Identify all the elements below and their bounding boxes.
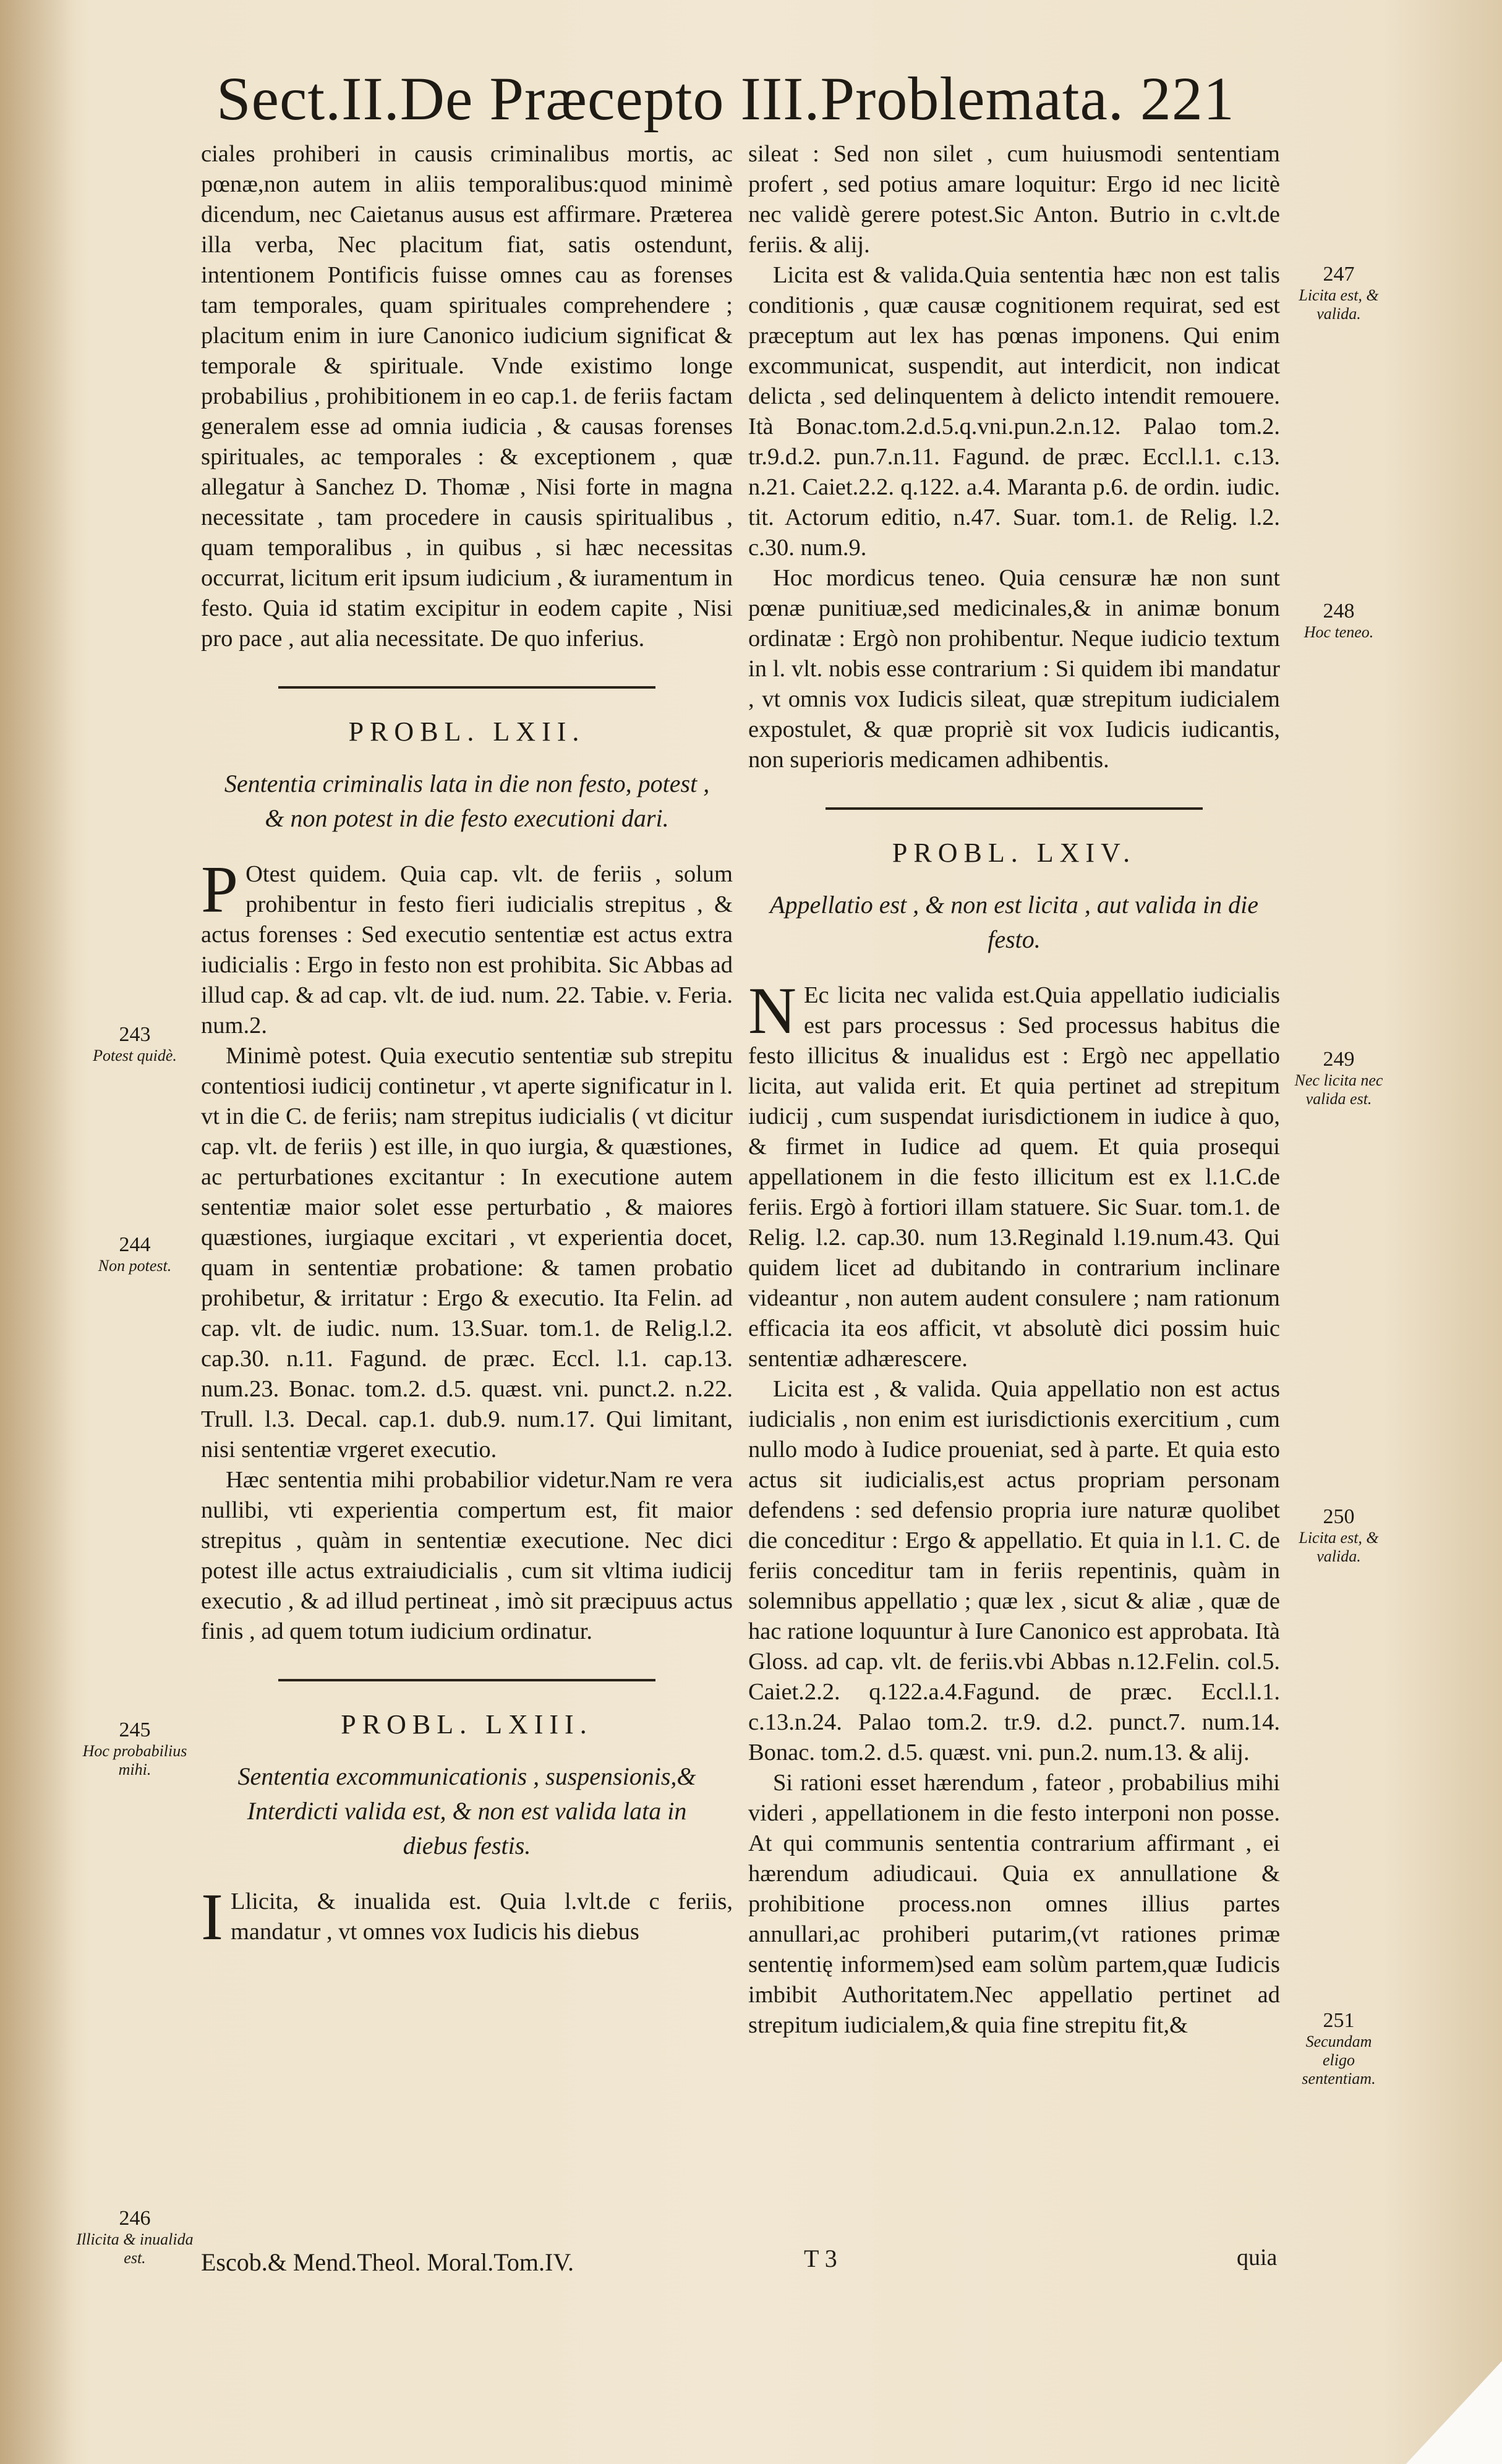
drop-cap: P [201, 853, 239, 927]
margin-number: 245 [119, 1718, 151, 1741]
section-rule [278, 1679, 655, 1681]
margin-gloss: Non potest. [98, 1257, 172, 1275]
paragraph-246 [201, 1880, 733, 1954]
left-column [201, 139, 733, 1954]
margin-number: 244 [119, 1233, 151, 1256]
margin-note-248 [1292, 600, 1385, 642]
header-title: Sect.II.De Præcepto III.Problemata. [216, 64, 1124, 133]
right-paragraph-continuation: sileat : Sed non silet , cum huiusmodi sententiam profert , sed potius amare loquitur: Ergo id nec licitè nec validè gerere potest.Sic Anton. Butrio in c.vlt.de feriis. & alij. [748, 141, 1280, 258]
paragraph-246-text: Llicita, & inualida est. Quia l.vlt.de c feriis, mandatur , vt omnes vox Iudicis his diebus [230, 1888, 733, 1945]
margin-gloss: Licita est, & valida. [1299, 1529, 1379, 1565]
left-paragraph-continuation: ciales prohiberi in causis criminalibus mortis, ac pœnæ,non autem in aliis temporalibus:quod minimè dicendum, nec Caietanus ausus est affirmare. Præterea illa verba, Nec placitum fiat, satis ostendunt, intentionem Pontificis fuisse omnes cau as forenses tam temporales, quam spirituales comprehendere ; placitum enim in iure Canonico iudicium significat & temporale & spirituale. Vnde existimo longe probabilius , prohibitionem in eo cap.1. de feriis factam generalem esse ad omnia iudicia , & causas forenses spirituales, ac temporales : & exceptionem , quæ allegatur à Sanchez D. Thomæ , Nisi forte in magna necessitate , tam procedere in causis spiritualibus , quam temporalibus , in quibus , si hæc necessitas occurrat, licitum erit ipsum iudicium , & iuramentum in festo. Quia id statim excipitur in eodem capite , Nisi pro pace , aut alia necessitate. De quo inferius. [201, 141, 733, 652]
page-edge-shadow [0, 0, 74, 2464]
right-column [748, 139, 1280, 2041]
margin-gloss: Nec licita nec valida est. [1294, 1071, 1383, 1108]
torn-corner [1354, 2343, 1502, 2464]
running-header [216, 59, 1268, 139]
paragraph-249 [748, 974, 1280, 1374]
margin-note-243 [73, 1023, 197, 1065]
paragraph-247: Licita est & valida.Quia sententia hæc non est talis conditionis , quæ causæ cognitionem requirat, sed est præceptum aut lex has pœnas imponens. Qui enim excommunicat, suspendit, aut interdicit, non indicat delicta , sed delinquentem à delicto intendit remouere. Ità Bonac.tom.2.d.5.q.vni.pun.2.n.12. Palao tom.2. tr.9.d.2. pun.7.n.11. Fagund. de præc. Eccl.l.1. c.13. n.21. Caiet.2.2. q.122. a.4. Maranta p.6. de ordin. iudic. tit. Actorum editio, n.47. Suar. tom.1. de Relig. l.2. c.30. num.9. [748, 262, 1280, 561]
problem-64-subtitle: Appellatio est , & non est licita , aut valida in die festo. [770, 891, 1258, 953]
margin-note-246 [73, 2207, 197, 2267]
margin-number: 251 [1323, 2009, 1355, 2032]
margin-gloss: Potest quidè. [93, 1047, 177, 1064]
section-rule [826, 807, 1203, 810]
paragraph-244: Minimè potest. Quia executio sententiæ sub strepitu contentiosi iudicij continetur , vt aperte significatur in l. vt in die C. de feriis; nam strepitus iudicialis ( vt dicitur cap. vlt. de feriis ) est ille, in quo iurgia, & quæstiones, ac perturbationes excitantur : In executione autem sententiæ maior solet esse perturbatio , & maiores quæstiones, iurgiaque excitari , vt experientia docet, quam in sententiæ probatione: & tamen probatio prohibetur, & irritatur : Ergo & executio. Ita Felin. ad cap. vlt. de iudic. num. 13.Suar. tom.1. de Relig.l.2. cap.30. n.11. Fagund. de præc. Eccl. l.1. cap.13. num.23. Bonac. tom.2. d.5. quæst. vni. punct.2. n.22. Trull. l.3. Decal. cap.1. dub.9. num.17. Qui limitant, nisi sententiæ vrgeret executio. [201, 1043, 733, 1463]
margin-note-249 [1292, 1048, 1385, 1108]
margin-number: 250 [1323, 1505, 1355, 1528]
paragraph-250: Licita est , & valida. Quia appellatio non est actus iudicialis , non enim est iurisdictionis exercitium , cum nullo modo à Iudice proueniat, sed à parte. Et quia esto actus sit iudicialis,est actus propriam personam defendens : sed defensio propria iure naturæ quolibet die conceditur : Ergo & appellatio. Et quia in l.1. C. de feriis conceditur tam in feriis repentinis, quàm in solemnibus appellatio ; quæ lex , sicut & aliæ , quæ de hac ratione loquuntur à Iure Canonico est approbata. Ità Gloss. ad cap. vlt. de feriis.vbi Abbas n.12.Felin. col.5. Caiet.2.2. q.122.a.4.Fagund. de præc. Eccl.l.1. c.13.n.24. Palao tom.2. tr.9. d.2. punct.7. num.14. Bonac. tom.2. d.5. quæst. vni. pun.2. num.13. & alij. [748, 1376, 1280, 1765]
footer-reference: Escob.& Mend.Theol. Moral.Tom.IV. [201, 2248, 574, 2276]
signature-mark: T 3 [804, 2245, 837, 2272]
margin-gloss: Illicita & inualida est. [76, 2230, 194, 2267]
page-number: 221 [1140, 64, 1235, 133]
problem-62-subtitle: Sententia criminalis lata in die non festo, potest , & non potest in die festo executioni dari. [224, 770, 710, 832]
margin-note-244 [73, 1233, 197, 1275]
drop-cap: I [201, 1880, 223, 1954]
problem-63-subtitle: Sententia excommunicationis , suspensionis,& Interdicti valida est, & non est valida lata in diebus festis. [237, 1762, 696, 1859]
margin-gloss: Secundam eligo sententiam. [1302, 2033, 1376, 2088]
problem-63-title: PROBL. LXIII. [341, 1709, 593, 1740]
drop-cap: N [748, 974, 796, 1048]
paragraph-251: Si rationi esset hærendum , fateor , probabilius mihi videri , appellationem in die festo interponi non posse. At qui communis sententia contrarium affirmant , ei hærendum adiudicaui. Quia ex annullatione & prohibitione process.non omnes illius partes annullari,ac prohiberi putarim,(vt rationes primæ sententię informem)sed eam solùm partem,quæ Iudicis imbibit Authoritatem.Nec appellatio pertinet ad strepitum iudicialem,& quia fine strepitu fit,& [748, 1770, 1280, 2038]
margin-note-245 [73, 1718, 197, 1779]
margin-number: 246 [119, 2207, 151, 2230]
problem-64-title: PROBL. LXIV. [892, 838, 1137, 868]
margin-gloss: Hoc teneo. [1304, 623, 1374, 641]
paragraph-243 [201, 853, 733, 1041]
paragraph-249-text: Ec licita nec valida est.Quia appellatio iudicialis est pars processus : Sed processus habitus die festo illicitus & inualidus est : Ergò nec appellatio licita, aut valida erit. Et quia pertinet ad strepitum iudicij , cum suspendat iurisdictionem in iudice à quo, & firmet in Iudice ad quem. Et quia prosequi appellationem in die festo illicitum est ex l.1.C.de feriis. Ergò à fortiori illam statuere. Sic Suar. tom.1. de Relig. l.2. cap.30. num 13.Reginald l.19.num.43. Qui quidem licet ad dubitando in contrarium inclinare videantur , non autem audent consulere ; nam rationum efficacia ita eos afficit, vt absolutè dici possim huic sententiæ adhærescere. [748, 982, 1280, 1372]
margin-number: 248 [1323, 600, 1355, 622]
margin-gloss: Licita est, & valida. [1299, 286, 1379, 323]
margin-number: 243 [119, 1023, 151, 1046]
margin-note-251 [1292, 2009, 1385, 2088]
catchword: quia [1237, 2245, 1278, 2271]
margin-note-247 [1292, 263, 1385, 323]
section-rule [278, 686, 655, 689]
paragraph-248: Hoc mordicus teneo. Quia censuræ hæ non sunt pœnæ punitiuæ,sed medicinales,& in animæ bonum ordinatæ : Ergò non prohibentur. Neque iudicio textum in l. vlt. nobis esse contrarium : Si quidem ibi mandatur , vt omnis vox Iudicis sileat, quæ strepitum iudicialem expostulet, & quæ propriè sit vox Iudicis iudicantis, non superioris medicamen adhibentis. [748, 565, 1280, 773]
problem-62-title: PROBL. LXII. [348, 716, 586, 747]
margin-note-250 [1292, 1505, 1385, 1566]
margin-number: 247 [1323, 263, 1355, 286]
margin-number: 249 [1323, 1048, 1355, 1071]
paragraph-243-text: Otest quidem. Quia cap. vlt. de feriis , solum prohibentur in festo fieri iudicialis strepitus , & actus forenses : Sed executio sententiæ est actus extra iudicialis : Ergo in festo non est prohibita. Sic Abbas ad illud cap. & ad cap. vlt. de iud. num. 22. Tabie. v. Feria. num.2. [201, 861, 733, 1039]
margin-gloss: Hoc probabilius mihi. [82, 1742, 187, 1778]
paragraph-245: Hæc sententia mihi probabilior videtur.Nam re vera nullibi, vti experientia compertum est, fit maior strepitus , quàm in sententiæ executione. Nec dici potest ille actus extraiudicialis , cum sit vltima iudicij executio , & ad illud pertineat , imò sit præcipuus actus finis , ad quem totum iudicium ordinatur. [201, 1467, 733, 1644]
